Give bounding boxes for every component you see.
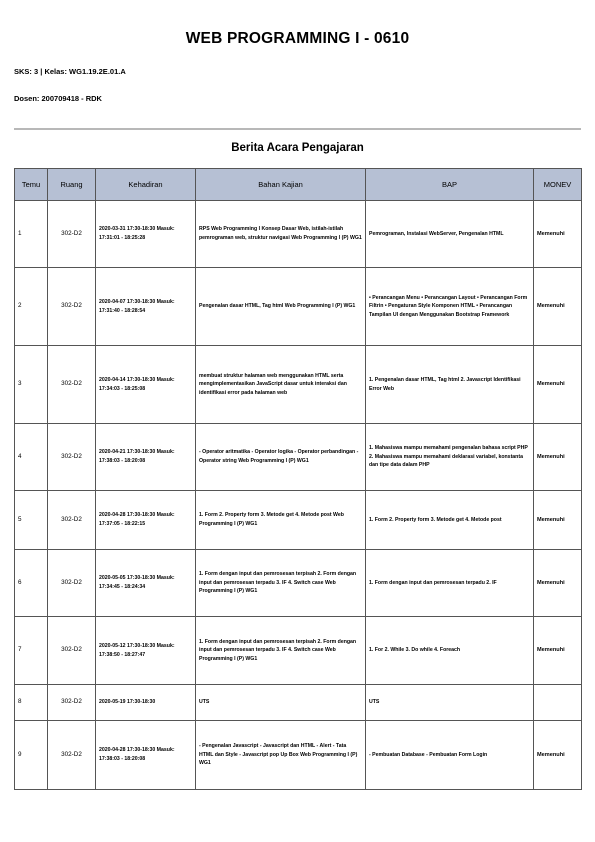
cell-kehadiran: 2020-03-31 17:30-18:30 Masuk: 17:31:01 - 18:25:28 (96, 201, 196, 268)
cell-bahan-kajian: UTS (196, 685, 366, 721)
course-info (14, 67, 126, 76)
column-header-ruang: Ruang (48, 169, 96, 201)
cell-temu: 8 (15, 685, 48, 721)
cell-bap: Pemrograman, Instalasi WebServer, Pengenalan HTML (366, 201, 534, 268)
cell-temu: 3 (15, 346, 48, 424)
cell-bahan-kajian: 1. Form 2. Property form 3. Metode get 4. Metode post Web Programming I (P) WG1 (196, 491, 366, 550)
column-header-monev: MONEV (534, 169, 582, 201)
lecturer-info (14, 94, 102, 103)
cell-ruang: 302-D2 (48, 721, 96, 790)
cell-monev: Memenuhi (534, 346, 582, 424)
cell-monev: Memenuhi (534, 424, 582, 491)
cell-monev: Memenuhi (534, 550, 582, 617)
cell-bap: 1. For 2. While 3. Do while 4. Foreach (366, 617, 534, 685)
cell-kehadiran: 2020-04-28 17:30-18:30 Masuk: 17:38:03 - 18:20:08 (96, 721, 196, 790)
column-header-kehadiran: Kehadiran (96, 169, 196, 201)
table-row (15, 721, 582, 790)
cell-temu: 9 (15, 721, 48, 790)
table-row (15, 346, 582, 424)
column-header-bap: BAP (366, 169, 534, 201)
table-row (15, 685, 582, 721)
cell-monev: Memenuhi (534, 721, 582, 790)
cell-ruang: 302-D2 (48, 346, 96, 424)
document-title: WEB PROGRAMMING I - 0610 (185, 30, 410, 47)
cell-kehadiran: 2020-04-28 17:30-18:30 Masuk: 17:37:05 - 18:22:15 (96, 491, 196, 550)
cell-bahan-kajian: - Pengenalan Javascript - Javascript dan HTML - Alert - Tata HTML dan Style - Javascript pop Up Box Web Programming I (P) WG1 (196, 721, 366, 790)
divider (14, 128, 581, 130)
column-header-bahan-kajian: Bahan Kajian (196, 169, 366, 201)
cell-bap: 1. Pengenalan dasar HTML, Tag html 2. Javascript Identifikasi Error Web (366, 346, 534, 424)
cell-bap: 1. Form dengan input dan pemrosesan terpadu 2. IF (366, 550, 534, 617)
table-row (15, 550, 582, 617)
cell-monev: Memenuhi (534, 201, 582, 268)
table-row (15, 424, 582, 491)
cell-bahan-kajian: 1. Form dengan input dan pemrosesan terpisah 2. Form dengan input dan pemrosesan terpadu 3. IF 4. Switch case Web Programming I (P) WG1 (196, 550, 366, 617)
column-header-temu: Temu (15, 169, 48, 201)
cell-monev (534, 685, 582, 721)
cell-monev: Memenuhi (534, 268, 582, 346)
cell-bap: • Perancangan Menu • Perancangan Layout • Perancangan Form Filtrin • Pengaturan Style Komponen HTML • Perancangan Tampilan UI dengan Menggunakan Bootstrap Framework (366, 268, 534, 346)
cell-kehadiran: 2020-04-07 17:30-18:30 Masuk: 17:31:40 - 18:28:54 (96, 268, 196, 346)
cell-monev: Memenuhi (534, 491, 582, 550)
table-row (15, 201, 582, 268)
cell-bap: UTS (366, 685, 534, 721)
cell-temu: 7 (15, 617, 48, 685)
cell-temu: 2 (15, 268, 48, 346)
sks-label: SKS: (14, 67, 32, 76)
sks-class-value: 3 | Kelas: WG1.19.2E.01.A (34, 67, 126, 76)
cell-temu: 6 (15, 550, 48, 617)
teaching-report-table (14, 168, 582, 790)
cell-kehadiran: 2020-04-21 17:30-18:30 Masuk: 17:38:03 - 18:20:08 (96, 424, 196, 491)
cell-monev: Memenuhi (534, 617, 582, 685)
cell-ruang: 302-D2 (48, 617, 96, 685)
cell-bahan-kajian: Pengenalan dasar HTML, Tag html Web Programming I (P) WG1 (196, 268, 366, 346)
cell-bap: - Pembuatan Database - Pembuatan Form Login (366, 721, 534, 790)
dosen-value: 200709418 - RDK (41, 94, 102, 103)
cell-bahan-kajian: membuat struktur halaman web menggunakan HTML serta mengimplementasikan JavaScript dasar untuk interaksi dan identifikasi error pada halaman web (196, 346, 366, 424)
cell-ruang: 302-D2 (48, 491, 96, 550)
cell-bap: 1. Form 2. Property form 3. Metode get 4. Metode post (366, 491, 534, 550)
cell-ruang: 302-D2 (48, 268, 96, 346)
section-title: Berita Acara Pengajaran (231, 142, 364, 154)
cell-kehadiran: 2020-05-05 17:30-18:30 Masuk: 17:34:45 - 18:24:34 (96, 550, 196, 617)
table-row (15, 617, 582, 685)
dosen-label: Dosen: (14, 94, 40, 103)
cell-ruang: 302-D2 (48, 424, 96, 491)
cell-bahan-kajian: RPS Web Programming I Konsep Dasar Web, istilah-istilah pemrograman web, struktur navigasi Web Programming I (P) WG1 (196, 201, 366, 268)
cell-ruang: 302-D2 (48, 201, 96, 268)
cell-kehadiran: 2020-05-12 17:30-18:30 Masuk: 17:38:50 - 18:27:47 (96, 617, 196, 685)
cell-temu: 1 (15, 201, 48, 268)
cell-bap: 1. Mahasiswa mampu memahami pengenalan bahasa script PHP 2. Mahasiswa mampu memahami deklarasi variabel, konstanta dan tipe data dalam PHP (366, 424, 534, 491)
cell-bahan-kajian: - Operator aritmatika - Operator logika - Operator perbandingan - Operator string Web Programming I (P) WG1 (196, 424, 366, 491)
table-header-row (15, 169, 582, 201)
cell-kehadiran: 2020-05-19 17:30-18:30 (96, 685, 196, 721)
cell-ruang: 302-D2 (48, 685, 96, 721)
table-row (15, 268, 582, 346)
cell-kehadiran: 2020-04-14 17:30-18:30 Masuk: 17:34:03 - 18:25:08 (96, 346, 196, 424)
cell-ruang: 302-D2 (48, 550, 96, 617)
cell-temu: 5 (15, 491, 48, 550)
cell-temu: 4 (15, 424, 48, 491)
cell-bahan-kajian: 1. Form dengan input dan pemrosesan terpisah 2. Form dengan input dan pemrosesan terpadu 3. IF 4. Switch case Web Programming I (P) WG1 (196, 617, 366, 685)
table-row (15, 491, 582, 550)
